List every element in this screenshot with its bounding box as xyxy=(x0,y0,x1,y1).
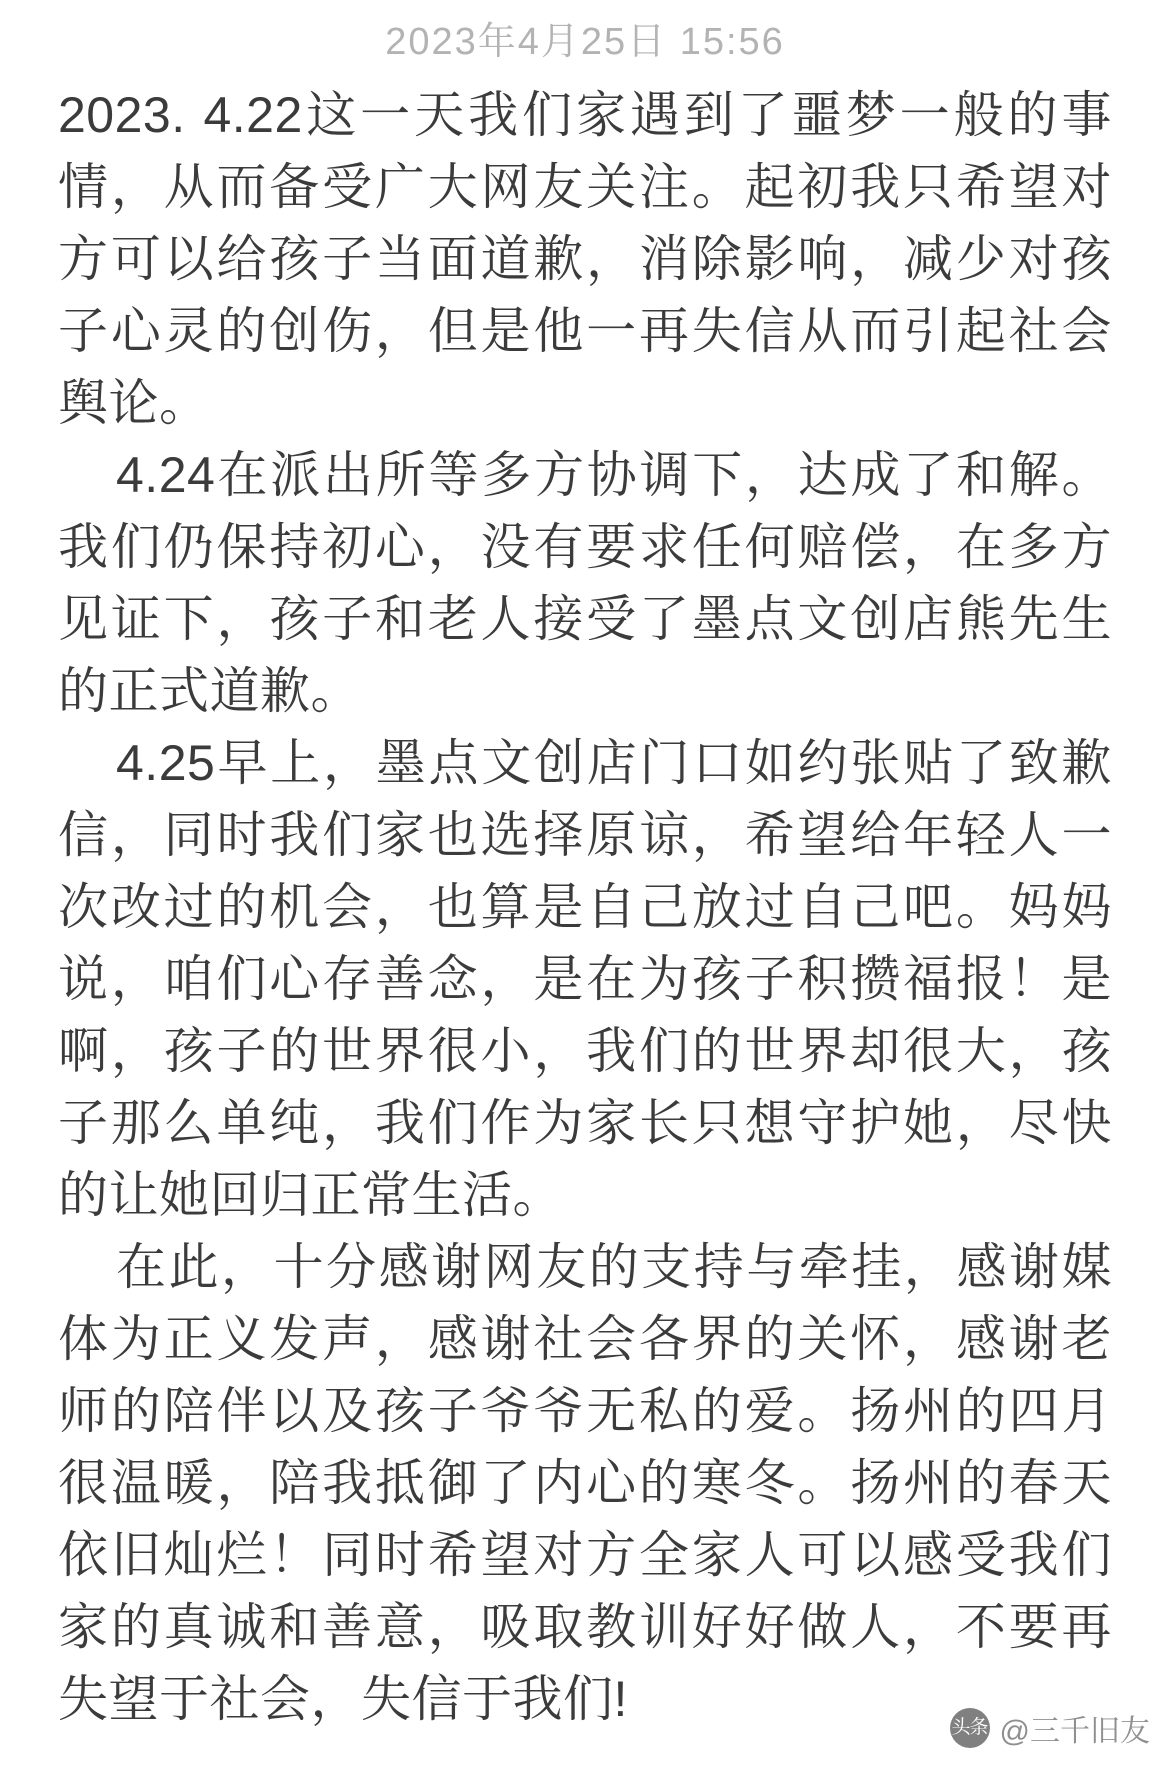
article-paragraph: 4.25早上，墨点文创店门口如约张贴了致歉信，同时我们家也选择原谅，希望给年轻人一次改过的机会，也算是自己放过自己吧。妈妈说，咱们心存善念，是在为孩子积攒福报！是啊，孩子的世界很小，我们的世界却很大，孩子那么单纯，我们作为家长只想守护她，尽快的让她回归正常生活。 xyxy=(58,735,1112,1223)
article-paragraph: 4.24在派出所等多方协调下，达成了和解。我们仍保持初心，没有要求任何赔偿，在多方见证下，孩子和老人接受了墨点文创店熊先生的正式道歉。 xyxy=(58,447,1112,719)
post-timestamp: 2023年4月25日 15:56 xyxy=(385,21,785,63)
toutiao-logo-icon: 头条 xyxy=(950,1708,990,1748)
article-paragraph: 2023. 4.22这一天我们家遇到了噩梦一般的事情，从而备受广大网友关注。起初我只希望对方可以给孩子当面道歉，消除影响，减少对孩子心灵的创伤，但是他一再失信从而引起社会舆论。 xyxy=(58,87,1112,431)
article-paragraph: 在此，十分感谢网友的支持与牵挂，感谢媒体为正义发声，感谢社会各界的关怀，感谢老师的陪伴以及孩子爷爷无私的爱。扬州的四月很温暖，陪我抵御了内心的寒冬。扬州的春天依旧灿烂！同时希望对方全家人可以感受我们家的真诚和善意，吸取教训好好做人，不要再失望于社会，失信于我们! xyxy=(58,1239,1112,1727)
watermark xyxy=(950,1706,1150,1750)
article-body xyxy=(0,79,1170,1735)
watermark-author: @三千旧友 xyxy=(999,1715,1150,1748)
